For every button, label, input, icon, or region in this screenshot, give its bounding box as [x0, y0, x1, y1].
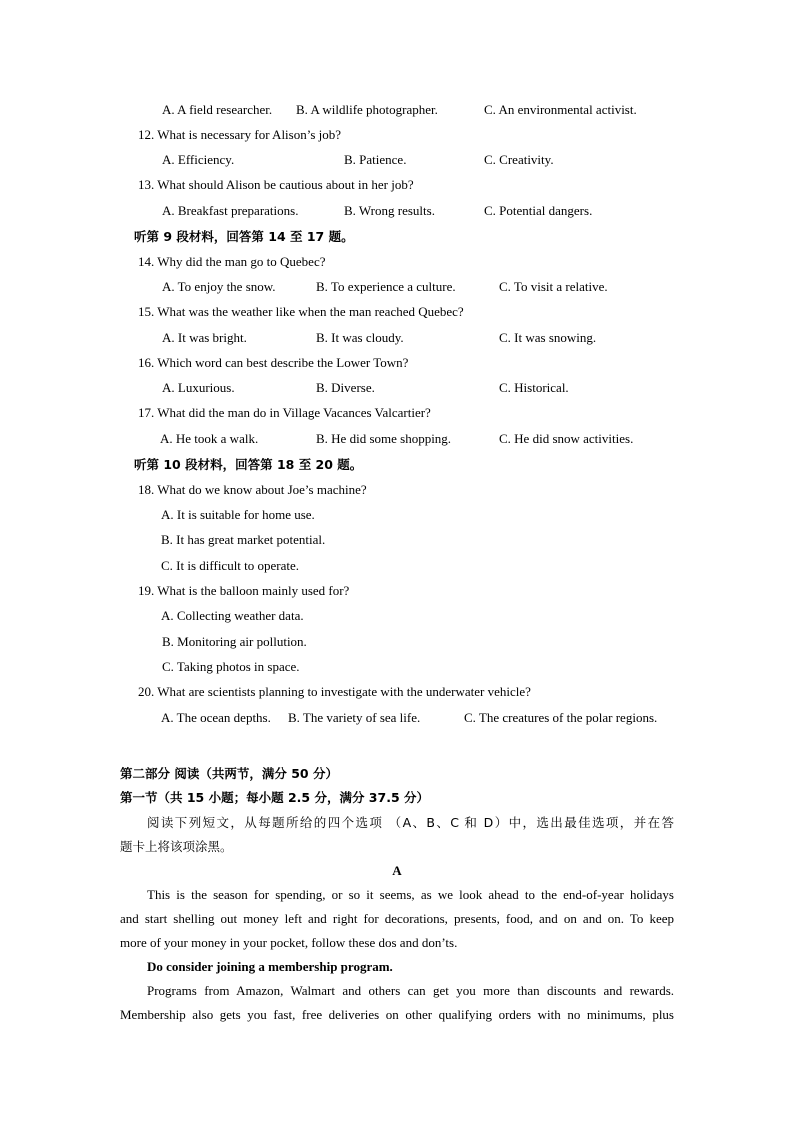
q14-option-a: A. To enjoy the snow.	[162, 279, 276, 294]
q15-question: 15. What was the weather like when the man reached Quebec?	[138, 304, 464, 319]
q20-option-c: C. The creatures of the polar regions.	[464, 710, 658, 725]
q14-option-b: B. To experience a culture.	[316, 279, 456, 294]
passage-heading-membership: Do consider joining a membership program.	[147, 959, 393, 974]
q17-option-b: B. He did some shopping.	[316, 431, 452, 446]
part-two-title: 第二部分 阅读（共两节，满分 50 分）	[120, 766, 338, 781]
q12-option-a: A. Efficiency.	[162, 152, 235, 167]
passage-para-2-line-1: Programs from Amazon, Walmart and others can get you more than discounts and rewards.	[147, 983, 674, 998]
q11-option-c: C. An environmental activist.	[484, 102, 637, 117]
section-one-title: 第一节（共 15 小题；每小题 2.5 分，满分 37.5 分）	[120, 790, 429, 805]
q15-option-a: A. It was bright.	[162, 330, 247, 345]
q13-option-c: C. Potential dangers.	[484, 203, 593, 218]
passage-label: A	[392, 863, 402, 878]
q17-question: 17. What did the man do in Village Vacances Valcartier?	[138, 405, 431, 420]
q13-question: 13. What should Alison be cautious about in her job?	[138, 177, 414, 192]
q11-option-b: B. A wildlife photographer.	[296, 102, 438, 117]
passage-para-1-line-1: This is the season for spending, or so it seems, as we look ahead to the end-of-year holidays	[147, 887, 674, 902]
q11-option-a: A. A field researcher.	[162, 102, 273, 117]
q12-option-c: C. Creativity.	[484, 152, 554, 167]
q20-option-a: A. The ocean depths.	[161, 710, 271, 725]
q20-option-b: B. The variety of sea life.	[288, 710, 421, 725]
q16-option-a: A. Luxurious.	[162, 380, 235, 395]
q16-question: 16. Which word can best describe the Lower Town?	[138, 355, 409, 370]
q17-option-c: C. He did snow activities.	[499, 431, 634, 446]
q19-option-c: C. Taking photos in space.	[162, 659, 300, 674]
section-9-heading: 听第 9 段材料，回答第 14 至 17 题。	[134, 229, 354, 244]
passage-para-2-line-2: Membership also gets you fast, free deliveries on other qualifying orders with no minimums, plus	[120, 1007, 674, 1022]
passage-para-1-line-2: and start shelling out money left and right for decorations, presents, food, and on and on. To keep	[120, 911, 674, 926]
section-10-heading: 听第 10 段材料，回答第 18 至 20 题。	[134, 457, 363, 472]
q15-option-c: C. It was snowing.	[499, 330, 597, 345]
instruction-line-2: 题卡上将该项涂黑。	[120, 839, 233, 854]
q13-option-b: B. Wrong results.	[344, 203, 435, 218]
instruction-line-1: 阅读下列短文，从每题所给的四个选项 （A、B、C 和 D）中，选出最佳选项，并在答	[147, 815, 674, 830]
q17-option-a: A. He took a walk.	[160, 431, 259, 446]
q16-option-c: C. Historical.	[499, 380, 569, 395]
q15-option-b: B. It was cloudy.	[316, 330, 404, 345]
q12-option-b: B. Patience.	[344, 152, 407, 167]
q18-option-b: B. It has great market potential.	[161, 532, 326, 547]
passage-para-1-line-3: more of your money in your pocket, follow these dos and don’ts.	[120, 935, 458, 950]
q14-option-c: C. To visit a relative.	[499, 279, 608, 294]
q19-option-a: A. Collecting weather data.	[161, 608, 304, 623]
q16-option-b: B. Diverse.	[316, 380, 375, 395]
q13-option-a: A. Breakfast preparations.	[162, 203, 299, 218]
q19-question: 19. What is the balloon mainly used for?	[138, 583, 350, 598]
q18-question: 18. What do we know about Joe’s machine?	[138, 482, 367, 497]
q20-question: 20. What are scientists planning to investigate with the underwater vehicle?	[138, 684, 531, 699]
q18-option-c: C. It is difficult to operate.	[161, 558, 300, 573]
q14-question: 14. Why did the man go to Quebec?	[138, 254, 326, 269]
q12-question: 12. What is necessary for Alison’s job?	[138, 127, 342, 142]
q19-option-b: B. Monitoring air pollution.	[162, 634, 307, 649]
q18-option-a: A. It is suitable for home use.	[161, 507, 315, 522]
